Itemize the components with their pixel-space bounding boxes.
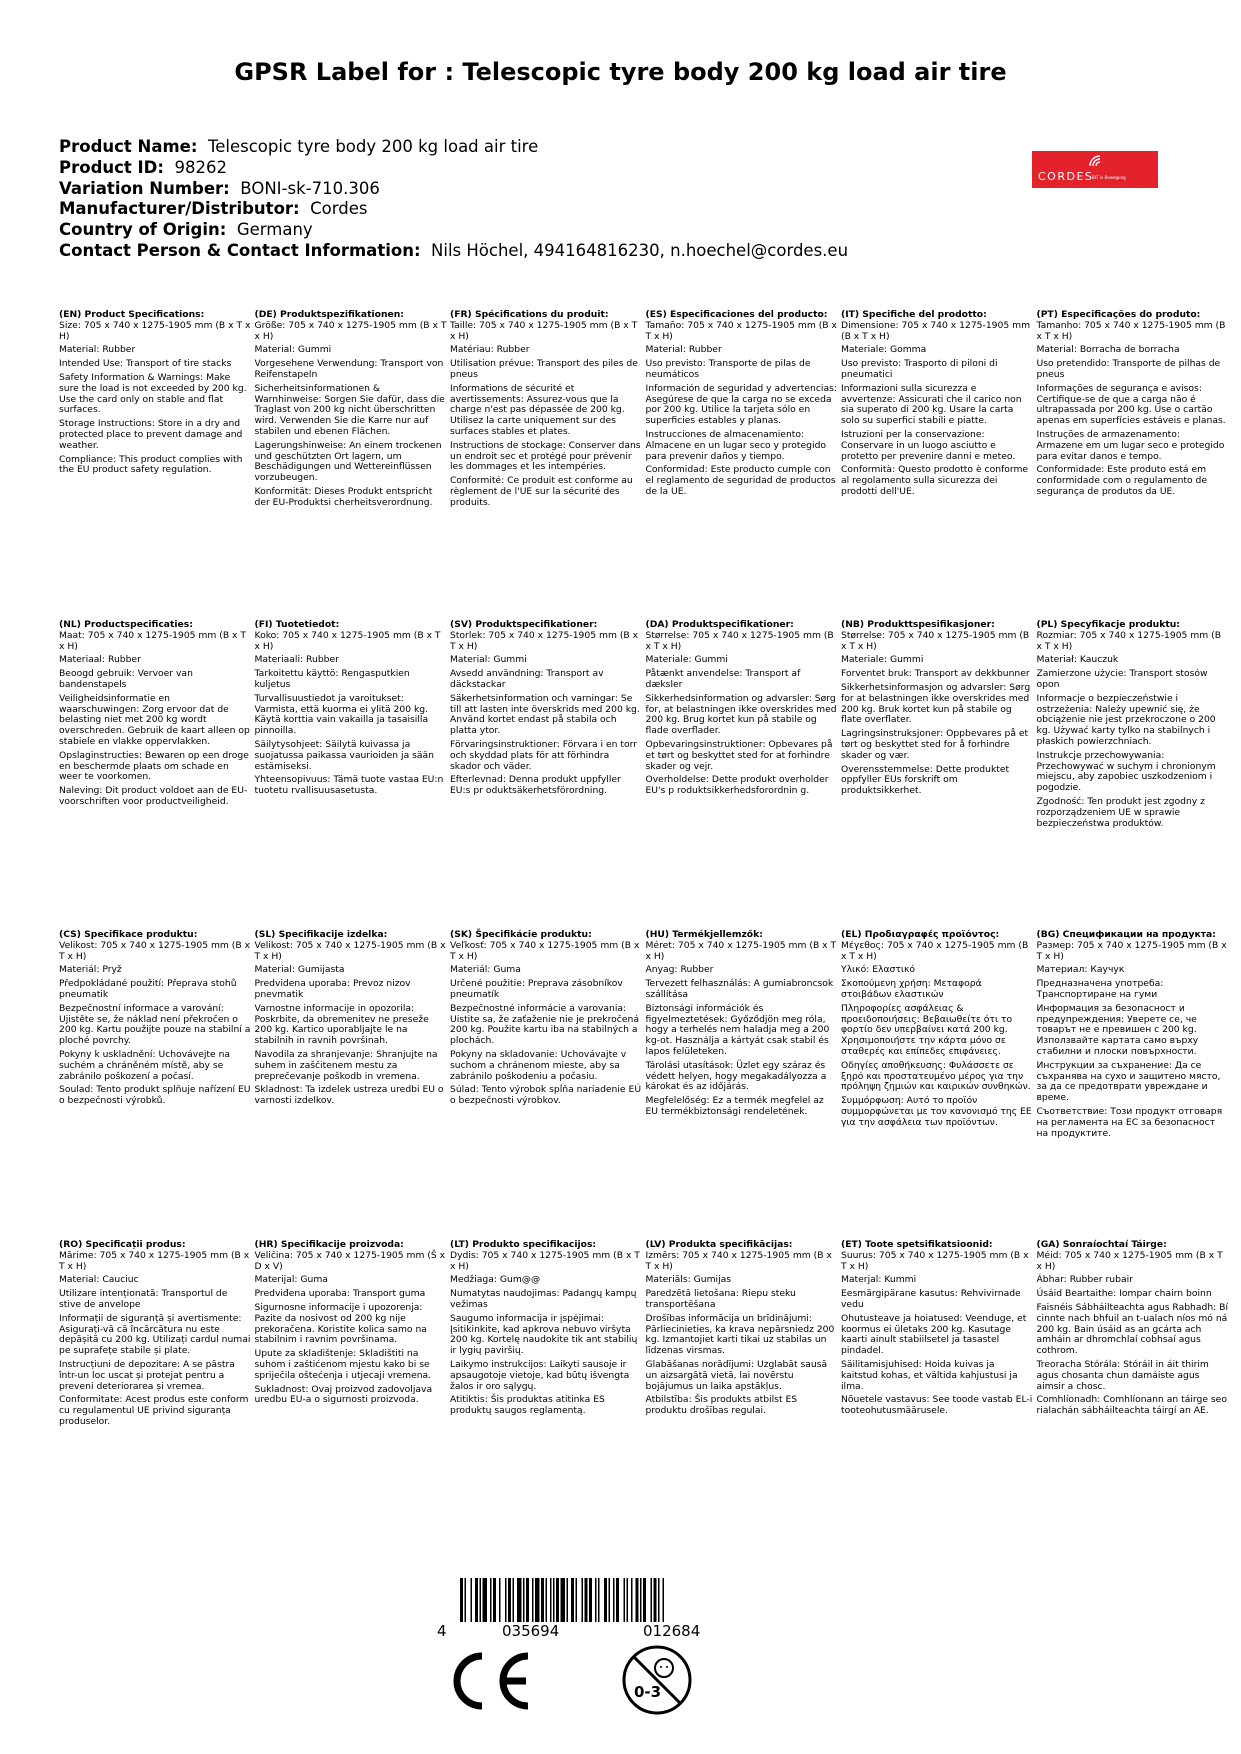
spec-line: Materiał: Kauczuk: [1036, 654, 1119, 666]
barcode-bar: [658, 1578, 660, 1622]
spec-line: Izmērs: 705 x 740 x 1275-1905 mm (B x T x H): [645, 1249, 832, 1272]
language-block: [59, 1240, 251, 1428]
barcode-bar: [505, 1578, 507, 1622]
language-heading: (RO) Specificații produs:: [59, 1239, 186, 1250]
spec-line: Информация за безопасност и предупреждения: Уверете се, че товарът не е превишен с 200 kg. Използвайте картата само върху стабилни и плоски повърхности.: [1036, 1002, 1199, 1057]
barcode-bar: [517, 1578, 522, 1622]
spec-line: Säilitamisjuhised: Hoida kuivas ja kaitstud kohas, et vältida kahjustusi ja ilma.: [841, 1358, 1018, 1392]
spec-line: Materiaali: Rubber: [254, 654, 339, 666]
language-heading: (EN) Product Specifications:: [59, 309, 205, 320]
spec-line: Инструкции за съхранение: Да се съхранява на сухо и защитено място, за да се предотврати увреждане и време.: [1036, 1059, 1221, 1104]
spec-line: Taille: 705 x 740 x 1275-1905 mm (B x T x H): [450, 319, 638, 342]
barcode-bar: [567, 1578, 569, 1622]
barcode-bar: [654, 1578, 657, 1622]
language-heading: (DA) Produktspecifikationer:: [645, 619, 794, 630]
barcode-bar: [535, 1578, 540, 1622]
spec-line: Konformität: Dieses Produkt entspricht der EU-Produktsi cherheitsverordnung.: [254, 485, 433, 508]
spec-line: Compliance: This product complies with the EU product safety regulation.: [59, 453, 243, 476]
language-heading: (PT) Especificações do produto:: [1036, 309, 1201, 320]
logo-tagline: BIT in Bewegung: [1092, 175, 1126, 180]
spec-line: Paredzētā lietošana: Riepu steku transportēšana: [645, 1288, 796, 1310]
barcode-bar: [465, 1578, 467, 1622]
spec-line: Istruzioni per la conservazione: Conservare in un luogo asciutto e protetto per prevenire danni e meteo.: [841, 428, 1016, 462]
spec-line: Размер: 705 x 740 x 1275-1905 mm (B x T x H): [1036, 939, 1227, 962]
barcode-bar: [604, 1578, 607, 1622]
product-info-label: Manufacturer/Distributor:: [59, 199, 300, 219]
spec-line: Utilizare intenționată: Transportul de stive de anvelope: [59, 1288, 228, 1310]
language-heading: (NB) Produkttspesifikasjoner:: [841, 619, 995, 630]
spec-line: Skladnost: Ta izdelek ustreza uredbi EU o varnosti izdelkov.: [254, 1084, 444, 1107]
spec-line: Numatytas naudojimas: Padangų kampų vežimas: [450, 1288, 637, 1310]
product-info-value: Nils Höchel, 494164816230, n.hoechel@cordes.eu: [431, 240, 849, 260]
spec-line: Instructions de stockage: Conserver dans un endroit sec et protégé pour prévenir les dommages et les intempéries.: [450, 439, 641, 473]
spec-line: Opbevaringsinstruktioner: Opbevares på et tørt og beskyttet sted for at forhindre skader og vejr.: [645, 738, 833, 772]
language-heading: (PL) Specyfikacje produktu:: [1036, 619, 1180, 630]
barcode-bars: [430, 1578, 740, 1622]
language-heading: (CS) Specifikace produktu:: [59, 929, 198, 940]
spec-line: Safety Information & Warnings: Make sure the load is not exceeded by 200 kg. Use the card only on stable and flat surfaces.: [59, 371, 247, 416]
spec-line: Méid: 705 x 740 x 1275-1905 mm (B x T x H): [1036, 1249, 1223, 1272]
language-block: [59, 310, 251, 476]
product-info-row: [59, 179, 848, 200]
barcode-digits-right: 012684: [643, 1622, 701, 1640]
spec-line: Rozmiar: 705 x 740 x 1275-1905 mm (B x T x H): [1036, 629, 1222, 652]
spec-line: Tarkoitettu käyttö: Rengasputkien kuljetus: [254, 668, 410, 690]
barcode-bar: [513, 1578, 515, 1622]
spec-line: Atbilstība: Šis produkts atbilst ES produktu drošības regulai.: [645, 1394, 798, 1417]
spec-line: Laikymo instrukcijos: Laikyti sausoje ir apsaugotoje vietoje, kad būtų išvengta žalos ir oro sąlygų.: [450, 1358, 630, 1392]
language-block: [1037, 930, 1229, 1139]
logo-text: CORDES: [1038, 170, 1094, 183]
barcode-bar: [541, 1578, 544, 1622]
product-info: [59, 137, 848, 262]
spec-line: Informazioni sulla sicurezza e avvertenze: Assicurati che il carico non sia superato di 200 kg. Usare la carta solo su superfici stabili e piatte.: [841, 382, 1022, 427]
spec-line: Μέγεθος: 705 x 740 x 1275-1905 mm (B x T x H): [841, 939, 1029, 962]
product-info-value: BONI-sk-710.306: [240, 178, 380, 198]
language-heading: (LT) Produkto specifikacijos:: [450, 1239, 597, 1250]
language-heading: (SV) Produktspecifikationer:: [450, 619, 598, 630]
product-info-value: 98262: [174, 157, 227, 177]
product-info-value: Germany: [236, 220, 313, 240]
barcode-bar: [571, 1578, 574, 1622]
cordes-logo: [1032, 151, 1158, 188]
spec-line: Suurus: 705 x 740 x 1275-1905 mm (B x T x H): [841, 1249, 1029, 1272]
spec-line: Matériau: Rubber: [450, 344, 530, 356]
spec-line: Treoracha Stórála: Stóráil in áit thirim agus chosanta chun damáiste agus aimsir a chosc.: [1036, 1358, 1209, 1392]
spec-line: Bezpečnostní informace a varování: Ujistěte se, že náklad není překročen o 200 kg. Kartu použijte pouze na stabilní a ploché povrchy.: [59, 1002, 251, 1047]
barcode-bar: [643, 1578, 646, 1622]
spec-line: Material: Cauciuc: [59, 1274, 139, 1286]
page-title: GPSR Label for : Telescopic tyre body 200 kg load air tire: [234, 58, 1007, 86]
language-block: [646, 1240, 838, 1417]
barcode-bar: [553, 1578, 555, 1622]
spec-line: Biztonsági információk és figyelmeztetések: Győződjön meg róla, hogy a terhelés nem haladja meg a 200 kg-ot. Használja a kártyát csak stabil és lapos felületeken.: [645, 1002, 830, 1057]
barcode-bar: [663, 1578, 665, 1622]
barcode-bar: [640, 1578, 642, 1622]
spec-line: Υλικό: Ελαστικό: [841, 964, 916, 976]
language-heading: (IT) Specifiche del prodotto:: [841, 309, 987, 320]
language-block: [450, 620, 642, 797]
age-warning-text: 0-3: [634, 1683, 662, 1701]
spec-line: Conformitate: Acest produs este conform cu regulamentul UE privind siguranța produselor.: [59, 1394, 249, 1427]
spec-line: Koko: 705 x 740 x 1275-1905 mm (B x T x H): [254, 629, 441, 652]
barcode-bar: [585, 1578, 588, 1622]
spec-line: Säkerhetsinformation och varningar: Se till att lasten inte överskrids med 200 kg. Använd kortet endast på stabila och platta ytor.: [450, 692, 640, 737]
spec-line: Instrucțiuni de depozitare: A se păstra într-un loc uscat și protejat pentru a preveni deteriorarea și vremea.: [59, 1358, 235, 1392]
barcode-bar: [480, 1578, 482, 1622]
spec-line: Veľkosť: 705 x 740 x 1275-1905 mm (B x T x H): [450, 939, 640, 962]
spec-line: Zamierzone użycie: Transport stosów opon: [1036, 668, 1208, 690]
barcode-bar: [613, 1578, 615, 1622]
spec-line: Lagringsinstruksjoner: Oppbevares på et tørt og beskyttet sted for å forhindre skader og vær.: [841, 728, 1029, 761]
language-block: [255, 930, 447, 1107]
barcode-bar: [627, 1578, 629, 1622]
product-info-label: Country of Origin:: [59, 220, 227, 240]
language-heading: (ET) Toote spetsifikatsioonid:: [841, 1239, 993, 1250]
language-block: [59, 620, 251, 808]
barcode-bar: [546, 1578, 548, 1622]
spec-line: Informații de siguranță și avertismente: Asigurați-vă că încărcătura nu este depășită cu 200 kg. Utilizați cardul numai pe suprafețe stabile și plate.: [59, 1312, 251, 1357]
language-block: [59, 930, 251, 1107]
spec-line: Materiaal: Rubber: [59, 654, 141, 666]
product-info-value: Telescopic tyre body 200 kg load air tire: [207, 137, 539, 156]
spec-line: Saugumo informacija ir įspėjimai: Įsitikinkite, kad apkrova nebuvo viršyta 200 kg. Kortelę naudokite tik ant stabilių ir lygių paviršių.: [450, 1312, 638, 1357]
language-block: [841, 1240, 1033, 1417]
spec-line: Yhteensopivuus: Tämä tuote vastaa EU:n tuotetu rvallisuusasetusta.: [254, 774, 444, 797]
spec-line: Soulad: Tento produkt splňuje nařízení EU o bezpečnosti výrobků.: [59, 1084, 251, 1107]
language-block: [1037, 1240, 1229, 1417]
spec-line: Materiál: Guma: [450, 964, 521, 976]
barcode-bar: [460, 1578, 463, 1622]
spec-line: Velikost: 705 x 740 x 1275-1905 mm (B x T x H): [254, 939, 446, 962]
barcode-bar: [598, 1578, 600, 1622]
spec-line: Tárolási utasítások: Üzlet egy száraz és védett helyen, hogy megakadályozza a károkat és az időjárás.: [645, 1059, 827, 1093]
product-info-row: [59, 220, 848, 241]
spec-line: Materiale: Gummi: [645, 654, 728, 666]
spec-line: Utilisation prévue: Transport des piles de pneus: [450, 358, 638, 380]
language-block: [1037, 310, 1229, 498]
spec-line: Tamaño: 705 x 740 x 1275-1905 mm (B x T x H): [645, 319, 837, 342]
barcode-bar: [490, 1578, 492, 1622]
spec-line: Säilytysohjeet: Säilytä kuivassa ja suojatussa paikassa vaurioiden ja sään estämiseksi.: [254, 738, 434, 772]
product-info-row: [59, 158, 848, 179]
spec-line: Förvaringsinstruktioner: Förvara i en torr och skyddad plats för att förhindra skador och väder.: [450, 738, 637, 772]
barcode-digits-left: 035694: [502, 1622, 560, 1640]
barcode-bar: [532, 1578, 534, 1622]
spec-line: Pokyny k uskladnění: Uchovávejte na suchém a chráněném místě, aby se zabránilo poškození a počasí.: [59, 1048, 231, 1082]
spec-line: Materiāls: Gumijas: [645, 1274, 732, 1286]
language-block: [450, 930, 642, 1107]
spec-line: Ábhar: Rubber rubair: [1036, 1274, 1133, 1286]
spec-line: Úsáid Beartaithe: Iompar chairn boinn: [1036, 1288, 1212, 1300]
spec-line: Efterlevnad: Denna produkt uppfyller EU:s pr oduktsäkerhetsförordning.: [450, 774, 621, 797]
barcode-bar: [651, 1578, 653, 1622]
spec-line: Conformidad: Este producto cumple con el reglamento de seguridad de productos de la UE.: [645, 464, 836, 497]
spec-line: Tamanho: 705 x 740 x 1275-1905 mm (B x T x H): [1036, 319, 1226, 342]
language-heading: (BG) Спецификации на продукта:: [1036, 929, 1216, 940]
spec-line: Uso previsto: Transporte de pilas de neumáticos: [645, 358, 811, 380]
spec-line: Drošības informācija un brīdinājumi: Pārliecinieties, ka krava nepārsniedz 200 kg. Izmantojiet karti tikai uz stabilas un līdzenas virsmas.: [645, 1312, 835, 1357]
spec-line: Overensstemmelse: Dette produktet oppfyller EUs forskrift om produktsikkerhet.: [841, 763, 1010, 797]
language-block: [450, 310, 642, 509]
barcode-bar: [609, 1578, 611, 1622]
spec-line: Méret: 705 x 740 x 1275-1905 mm (B x T x H): [645, 939, 837, 962]
logo-signal-icon: [1088, 154, 1102, 168]
spec-line: Tervezett felhasználás: A gumiabroncsok szállítása: [645, 978, 834, 1000]
product-info-label: Variation Number:: [59, 178, 230, 198]
language-block: [1037, 620, 1229, 829]
spec-line: Instruções de armazenamento: Armazene em um lugar seco e protegido para evitar danos e tempo.: [1036, 428, 1225, 462]
spec-line: Materijal: Guma: [254, 1274, 328, 1286]
language-block: [255, 620, 447, 797]
language-heading: (FI) Tuotetiedot:: [254, 619, 340, 630]
spec-line: Maat: 705 x 740 x 1275-1905 mm (B x T x H): [59, 629, 247, 652]
barcode-bar: [616, 1578, 619, 1622]
spec-line: Conformidade: Este produto está em conformidade com o regulamento de segurança de produtos da UE.: [1036, 464, 1208, 497]
spec-line: Material: Rubber: [59, 344, 136, 356]
spec-line: Materiál: Pryž: [59, 964, 122, 976]
spec-line: Dydis: 705 x 740 x 1275-1905 mm (B x T x H): [450, 1249, 640, 1272]
spec-line: Informacje o bezpieczeństwie i ostrzeżenia: Należy upewnić się, że obciążenie nie jest przekroczone o 200 kg. Używać karty tylko na stabilnych i płaskich powierzchniach.: [1036, 692, 1216, 747]
spec-line: Størrelse: 705 x 740 x 1275-1905 mm (B x T x H): [841, 629, 1030, 652]
spec-line: Ohutusteave ja hoiatused: Veenduge, et koormus ei ületaks 200 kg. Kasutage kaarti ainult stabiilsetel ja tasastel pindadel.: [841, 1312, 1027, 1357]
barcode-bar: [471, 1578, 473, 1622]
language-block: [450, 1240, 642, 1417]
spec-line: Opslaginstructies: Bewaren op een droge en beschermde plaats om schade en weer te voorkomen.: [59, 749, 249, 783]
spec-line: Navodila za shranjevanje: Shranjujte na suhem in zaščitenem mestu za preprečevanje poškodb in vremena.: [254, 1048, 438, 1082]
spec-line: Συμμόρφωση: Αυτό το προϊόν συμμορφώνεται με τον κανονισμό της ΕΕ για την ασφάλεια των προϊόντων.: [841, 1095, 1032, 1128]
ce-mark-icon: [448, 1650, 534, 1712]
spec-line: Material: Gumijasta: [254, 964, 345, 976]
barcode-bar: [526, 1578, 529, 1622]
spec-line: Información de seguridad y advertencias: Asegúrese de que la carga no se exceda por 200 kg. Utilice la tarjeta sólo en superficies estables y planas.: [645, 382, 837, 427]
barcode-bar: [576, 1578, 578, 1622]
language-block: [841, 930, 1033, 1129]
spec-line: Intended Use: Transport of tire stacks: [59, 358, 232, 370]
spec-line: Instrukcje przechowywania: Przechowywać w suchym i chronionym miejscu, aby zapobiec uszkodzeniom i pogodzie.: [1036, 749, 1216, 794]
language-heading: (FR) Spécifications du produit:: [450, 309, 609, 320]
language-block: [841, 620, 1033, 797]
spec-line: Съответствие: Този продукт отговаря на регламента на ЕС за безопасност на продуктите.: [1036, 1105, 1223, 1139]
spec-line: Sigurnosne informacije i upozorenja: Pazite da nosivost od 200 kg nije prekoračena. Koristite kolica samo na stabilnim i ravnim površinama.: [254, 1301, 427, 1346]
product-info-label: Contact Person & Contact Information:: [59, 240, 421, 260]
spec-line: Material: Rubber: [645, 344, 722, 356]
barcode-digit-lead: 4: [437, 1622, 447, 1640]
spec-line: Påtænkt anvendelse: Transport af dæksler: [645, 668, 801, 690]
spec-line: Οδηγίες αποθήκευσης: Φυλάσσετε σε ξηρό και προστατευμένο μέρος για την πρόληψη ζημιών και καιρικών συνθηκών.: [841, 1059, 1031, 1093]
product-info-row: [59, 241, 848, 262]
language-heading: (GA) Sonraíochtaí Táirge:: [1036, 1239, 1167, 1250]
spec-line: Σκοπούμενη χρήση: Μεταφορά στοιβάδων ελαστικών: [841, 978, 982, 1000]
spec-line: Sikkerhedsinformation og advarsler: Sørg for, at belastningen ikke overskrides med 200 kg. Brug kortet kun på stabile og flade overflader.: [645, 692, 837, 737]
barcode-bar: [624, 1578, 626, 1622]
spec-line: Предназначена употреба: Транспортиране на гуми: [1036, 978, 1164, 1000]
language-heading: (HR) Specifikacije proizvoda:: [254, 1239, 404, 1250]
language-heading: (NL) Productspecificaties:: [59, 619, 193, 630]
barcode-bar: [595, 1578, 597, 1622]
barcode-bar: [550, 1578, 552, 1622]
language-heading: (DE) Produktspezifikationen:: [254, 309, 404, 320]
spec-line: Size: 705 x 740 x 1275-1905 mm (B x T x H): [59, 319, 251, 342]
spec-line: Eesmärgipärane kasutus: Rehvivirnade vedu: [841, 1288, 1021, 1310]
spec-line: Glabāšanas norādījumi: Uzglabāt sausā un aizsargātā vietā, lai novērstu bojājumus un laika apstākļus.: [645, 1358, 828, 1392]
barcode-bar: [523, 1578, 525, 1622]
product-info-row: [59, 199, 848, 220]
barcode-bar: [475, 1578, 478, 1622]
language-block: [646, 620, 838, 797]
language-block: [255, 310, 447, 509]
barcode-bar: [499, 1578, 501, 1622]
spec-line: Mărime: 705 x 740 x 1275-1905 mm (B x T x H): [59, 1249, 250, 1272]
spec-line: Pokyny na skladovanie: Uchovávajte v suchom a chránenom mieste, aby sa zabránilo poškodeniu a počasiu.: [450, 1048, 627, 1082]
spec-line: Comhlíonadh: Comhlíonann an táirge seo rialachán sábháilteachta táirgí an AE.: [1036, 1394, 1227, 1417]
spec-line: Předpokládané použití: Přeprava stohů pneumatik: [59, 978, 237, 1000]
barcode-bar: [582, 1578, 584, 1622]
age-warning-icon: [620, 1643, 694, 1717]
spec-line: Uso pretendido: Transporte de pilhas de pneus: [1036, 358, 1221, 380]
product-info-label: Product ID:: [59, 157, 164, 177]
barcode-bar: [556, 1578, 559, 1622]
spec-line: Zgodność: Ten produkt jest zgodny z rozporządzeniem UE w sprawie bezpieczeństwa produktów.: [1036, 795, 1205, 829]
language-block: [255, 1240, 447, 1406]
spec-line: Faisnéis Sábháilteachta agus Rabhadh: Bí cinnte nach bhfuil an t-ualach níos mó ná 200 kg. Bain úsáid as an gcárta ach amháin ar dhromchlaí cobhsaí agus cothrom.: [1036, 1301, 1229, 1357]
spec-line: Größe: 705 x 740 x 1275-1905 mm (B x T x H): [254, 319, 447, 342]
spec-line: Materiale: Gummi: [841, 654, 924, 666]
spec-line: Vorgesehene Verwendung: Transport von Reifenstapeln: [254, 358, 444, 380]
spec-line: Anyag: Rubber: [645, 964, 714, 976]
spec-line: Turvallisuustiedot ja varoitukset: Varmista, että kuorma ei ylitä 200 kg. Käytä korttia vain vakailla ja tasaisilla pinnoilla.: [254, 692, 429, 737]
language-block: [646, 930, 838, 1118]
spec-line: Material: Borracha de borracha: [1036, 344, 1180, 356]
spec-line: Varnostne informacije in opozorila: Poskrbite, da obremenitev ne preseže 200 kg. Kartico uporabljajte le na stabilnih in ravnih površinah.: [254, 1002, 429, 1047]
language-heading: (SL) Specifikacije izdelka:: [254, 929, 388, 940]
language-block: [841, 310, 1033, 498]
spec-line: Uso previsto: Trasporto di piloni di pneumatici: [841, 358, 998, 380]
spec-line: Materiale: Gomma: [841, 344, 927, 356]
barcode-bar: [493, 1578, 496, 1622]
spec-line: Veiligheidsinformatie en waarschuwingen: Zorg ervoor dat de belasting niet met 200 kg wordt overschreden. Gebruik de kaart alleen op stabiele en vlakke oppervlakken.: [59, 692, 250, 747]
spec-line: Naleving: Dit product voldoet aan de EU-voorschriften voor productveiligheid.: [59, 785, 248, 807]
language-heading: (EL) Προδιαγραφές προϊόντος:: [841, 929, 1000, 940]
spec-line: Material: Gummi: [254, 344, 332, 356]
spec-line: Πληροφορίες ασφάλειας & προειδοποιήσεις: Βεβαιωθείτε ότι το φορτίο δεν υπερβαίνει κατά 200 kg. Χρησιμοποιήστε την κάρτα μόνο σε σταθερές και επίπεδες επιφάνειες.: [841, 1002, 1013, 1057]
spec-line: Predviđena uporaba: Transport guma: [254, 1288, 426, 1300]
spec-line: Nõuetele vastavus: See toode vastab EL-i tooteohutusmäärusele.: [841, 1394, 1033, 1417]
product-info-value: Cordes: [310, 199, 368, 219]
spec-line: Dimensione: 705 x 740 x 1275-1905 mm (B x T x H): [841, 319, 1031, 342]
spec-line: Veličina: 705 x 740 x 1275-1905 mm (Š x D x V): [254, 1249, 446, 1272]
spec-line: Informações de segurança e avisos: Certifique-se de que a carga não é ultrapassada por 200 kg. Use o cartão apenas em superfícies estáveis e planas.: [1036, 382, 1226, 427]
spec-line: Súlad: Tento výrobok spĺňa nariadenie EÚ o bezpečnosti výrobkov.: [450, 1084, 642, 1107]
spec-line: Predvidena uporaba: Prevoz nizov pnevmatik: [254, 978, 411, 1000]
spec-line: Forventet bruk: Transport av dekkbunner: [841, 668, 1030, 680]
spec-line: Megfelelőség: Ez a termék megfelel az EU termékbiztonsági rendeletének.: [645, 1095, 824, 1117]
spec-line: Upute za skladištenje: Skladištiti na suhom i zaštićenom mjestu kako bi se spriječila oštećenja i utjecaji vremena.: [254, 1348, 432, 1381]
spec-line: Medžiaga: Gum@@: [450, 1274, 541, 1286]
spec-line: Storlek: 705 x 740 x 1275-1905 mm (B x T x H): [450, 629, 639, 652]
spec-line: Materjal: Kummi: [841, 1274, 917, 1286]
spec-line: Conformità: Questo prodotto è conforme al regolamento sulla sicurezza dei prodotti dell'UE.: [841, 464, 1029, 497]
barcode-bar: [508, 1578, 511, 1622]
spec-line: Informations de sécurité et avertissements: Assurez-vous que la charge n'est pas dépassée de 200 kg. Utilisez la carte uniquement sur des surfaces stables et plates.: [450, 382, 625, 437]
barcode-bar: [483, 1578, 488, 1622]
spec-line: Материал: Каучук: [1036, 964, 1125, 976]
barcode-bar: [589, 1578, 592, 1622]
spec-line: Instrucciones de almacenamiento: Almacene en un lugar seco y protegido para prevenir daños y tiempo.: [645, 428, 827, 462]
product-info-row: [59, 137, 848, 158]
language-heading: (HU) Termékjellemzők:: [645, 929, 763, 940]
spec-line: Storage Instructions: Store in a dry and protected place to prevent damage and weather.: [59, 418, 243, 451]
barcode-bar: [561, 1578, 566, 1622]
barcode-bar: [636, 1578, 639, 1622]
spec-line: Lagerungshinweise: An einem trockenen und geschützten Ort lagern, um Beschädigungen und Wettereinflüssen vorzubeugen.: [254, 439, 442, 484]
spec-line: Určené použitie: Preprava zásobníkov pneumatík: [450, 978, 623, 1000]
barcode-bar: [631, 1578, 633, 1622]
spec-line: Overholdelse: Dette produkt overholder EU's p roduktsikkerhedsforordnin g.: [645, 774, 829, 797]
spec-line: Beoogd gebruik: Vervoer van bandenstapels: [59, 668, 193, 690]
spec-line: Sikkerhetsinformasjon og advarsler: Sørg for at belastningen ikke overskrides med 200 kg. Bruk kortet kun på stabile og flate overflater.: [841, 681, 1031, 726]
language-heading: (ES) Especificaciones del producto:: [645, 309, 828, 320]
spec-line: Størrelse: 705 x 740 x 1275-1905 mm (B x T x H): [645, 629, 834, 652]
spec-line: Velikost: 705 x 740 x 1275-1905 mm (B x T x H): [59, 939, 251, 962]
spec-line: Bezpečnostné informácie a varovania: Uistite sa, že zaťaženie nie je prekročená 200 kg. Použite kartu iba na stabilných a plochách.: [450, 1002, 639, 1047]
spec-line: Material: Gummi: [450, 654, 527, 666]
language-heading: (SK) Špecifikácie produktu:: [450, 929, 592, 940]
language-heading: (LV) Produkta specifikācijas:: [645, 1239, 793, 1250]
spec-line: Avsedd användning: Transport av däckstackar: [450, 668, 604, 690]
product-info-label: Product Name:: [59, 137, 198, 156]
spec-line: Sukladnost: Ovaj proizvod zadovoljava uredbu EU-a o sigurnosti proizvoda.: [254, 1383, 433, 1406]
language-block: [646, 310, 838, 498]
spec-line: Atitiktis: Šis produktas atitinka ES produktų saugos reglamentą.: [450, 1394, 605, 1417]
spec-line: Conformité: Ce produit est conforme au règlement de l'UE sur la sécurité des produits.: [450, 475, 633, 508]
spec-line: Sicherheitsinformationen & Warnhinweise: Sorgen Sie dafür, dass die Traglast von 200 kg nicht überschritten wird. Verwenden Sie die Karre nur auf stabilen und ebenen Flächen.: [254, 382, 445, 437]
